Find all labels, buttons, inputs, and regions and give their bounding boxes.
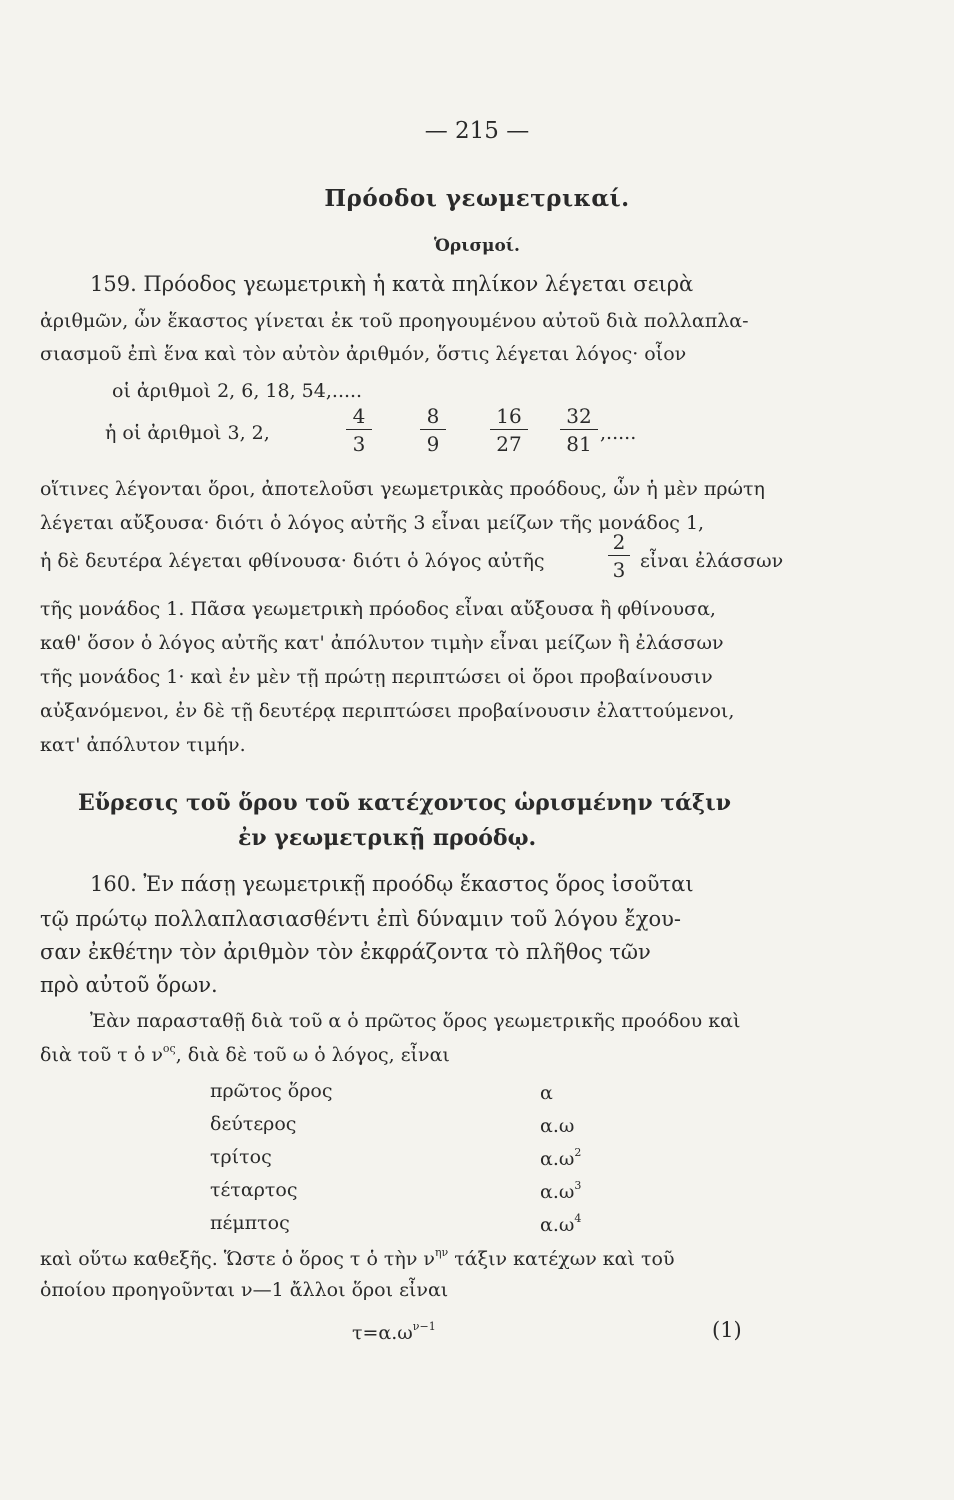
p159-line2: ἀριθμῶν, ὧν ἕκαστος γίνεται ἐκ τοῦ προηγουμένου αὐτοῦ διὰ πολλαπλα- [40,310,749,332]
fraction-8-9: 8 9 [420,404,446,456]
table-label-4: τέταρτος [210,1179,298,1201]
section-title: Πρόοδοι γεωμετρικαί. [324,185,630,212]
example-2-suffix: ,..... [600,422,637,444]
p159-line4: οἵτινες λέγονται ὅροι, ἀποτελοῦσι γεωμετρικὰς προόδους, ὧν ἡ μὲν πρώτη [40,478,765,500]
p159-line11: κατ' ἀπόλυτον τιμήν. [40,734,246,756]
p159-line3: σιασμοῦ ἐπὶ ἕνα καὶ τὸν αὐτὸν ἀριθμόν, ὅστις λέγεται λόγος· οἷον [40,343,687,365]
table-label-5: πέμπτος [210,1212,290,1234]
p160-line3: σαν ἐκθέτην τὸν ἀριθμὸν τὸν ἐκφράζοντα τὸ πλῆθος τῶν [40,940,651,964]
p160-line2: τῷ πρώτῳ πολλαπλασιασθέντι ἐπὶ δύναμιν τοῦ λόγου ἔχου- [40,907,681,931]
table-label-3: τρίτος [210,1146,272,1168]
p159-line6b: εἶναι ἐλάσσων [640,550,784,572]
table-value-3: $\alpha.\omega^2$ [540,1146,582,1170]
p159-line7: τῆς μονάδος 1. Πᾶσα γεωμετρικὴ πρόοδος εἶναι αὔξουσα ἢ φθίνουσα, [40,598,716,620]
page-number: — 215 — [424,118,530,144]
table-label-2: δεύτερος [210,1113,297,1135]
table-value-1: α [540,1082,553,1104]
p159-line6a: ἡ δὲ δευτέρα λέγεται φθίνουσα· διότι ὁ λόγος αὐτῆς [40,550,545,572]
example-1: οἱ ἀριθμοὶ 2, 6, 18, 54,..... [112,380,363,402]
formula-label: (1) [712,1318,742,1342]
p160-line1: 160. Ἐν πάσῃ γεωμετρικῇ προόδῳ ἕκαστος ὅρος ἰσοῦται [90,872,694,896]
example-2-prefix: ἡ οἱ ἀριθμοὶ 3, 2, [105,422,270,444]
subsection-title: Ὁρισμοί. [434,236,520,256]
p160-line7: καὶ οὕτω καθεξῆς. Ὥστε ὁ ὅρος τ ὁ τὴν $\nu^{\eta\nu}$ τάξιν κατέχων καὶ τοῦ [40,1246,675,1270]
heading-2-line2: ἐν γεωμετρικῇ προόδῳ. [238,825,537,851]
p159-line5: λέγεται αὔξουσα· διότι ὁ λόγος αὐτῆς 3 εἶναι μείζων τῆς μονάδος 1, [40,512,705,534]
p160-line6: διὰ τοῦ τ ὁ $\nu^{o\varsigma}$, διὰ δὲ τοῦ ω ὁ λόγος, εἶναι [40,1042,450,1066]
p159-line10: αὐξανόμενοι, ἐν δὲ τῇ δευτέρᾳ περιπτώσει προβαίνουσιν ἐλαττούμενοι, [40,700,735,722]
fraction-32-81: 32 81 [560,404,598,456]
p159-line8: καθ' ὅσον ὁ λόγος αὐτῆς κατ' ἀπόλυτον τιμὴν εἶναι μείζων ἢ ἐλάσσων [40,632,724,654]
table-label-1: πρῶτος ὅρος [210,1080,333,1102]
table-value-2: α.ω [540,1115,575,1137]
p159-line9: τῆς μονάδος 1· καὶ ἐν μὲν τῇ πρώτῃ περιπτώσει οἱ ὅροι προβαίνουσιν [40,666,713,688]
table-value-4: $\alpha.\omega^3$ [540,1179,582,1203]
p159-line1: 159. Πρόοδος γεωμετρικὴ ἡ κατὰ πηλίκον λέγεται σειρὰ [90,272,694,296]
fraction-2-3: 2 3 [608,530,630,582]
table-value-5: $\alpha.\omega^4$ [540,1212,582,1236]
p160-line8: ὁποίου προηγοῦνται ν—1 ἄλλοι ὅροι εἶναι [40,1279,449,1301]
p160-line5: Ἐὰν παρασταθῇ διὰ τοῦ α ὁ πρῶτος ὅρος γεωμετρικῆς προόδου καὶ [90,1010,741,1032]
fraction-4-3: 4 3 [346,404,372,456]
p160-line4: πρὸ αὐτοῦ ὅρων. [40,973,218,997]
fraction-16-27: 16 27 [490,404,528,456]
formula: $\tau=\alpha.\omega^{\nu-1}$ [352,1320,436,1344]
heading-2-line1: Εὕρεσις τοῦ ὅρου τοῦ κατέχοντος ὡρισμένην τάξιν [78,790,731,816]
